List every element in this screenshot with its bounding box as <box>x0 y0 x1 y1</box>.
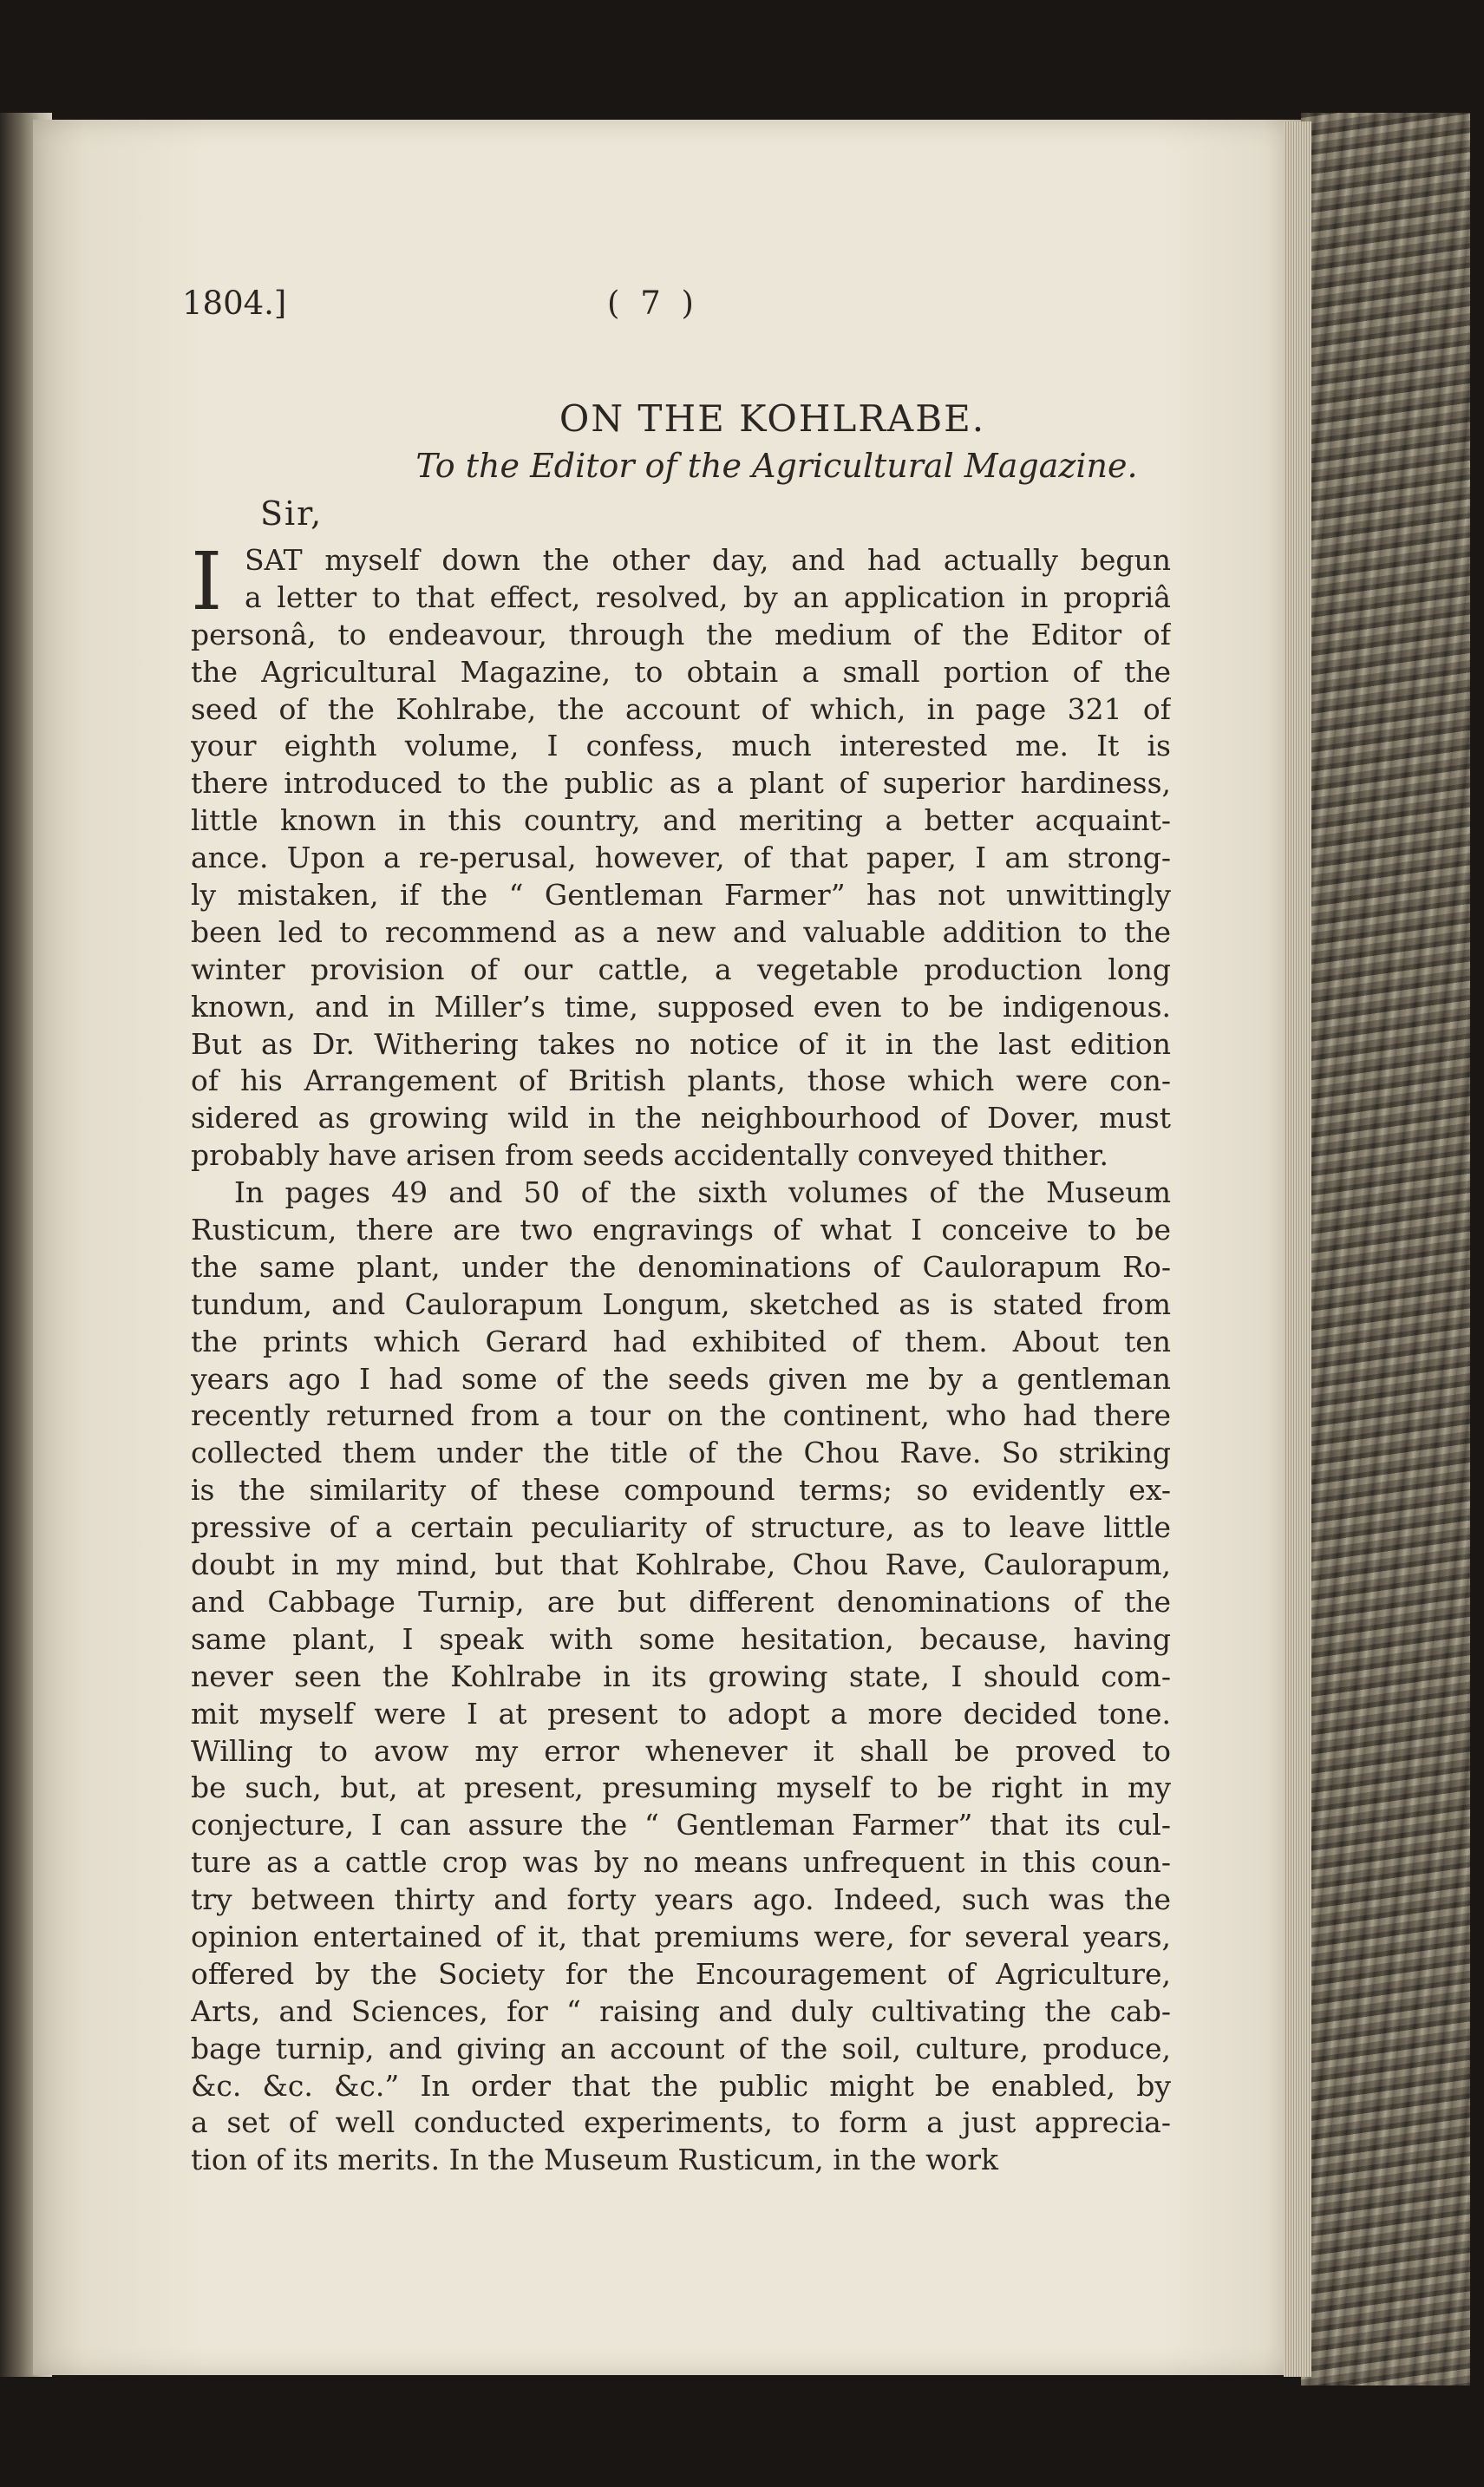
text-line: known, and in Miller’s time, supposed even to be indigenous. <box>191 989 1171 1024</box>
text-line: personâ, to endeavour, through the medium of the Editor of <box>191 617 1171 651</box>
text-line: tundum, and Caulorapum Longum, sketched as is stated from <box>191 1286 1171 1321</box>
text-line: years ago I had some of the seeds given me by a gentleman <box>191 1361 1171 1396</box>
text-line: recently returned from a tour on the continent, who had there <box>191 1398 1171 1433</box>
text-line: try between thirty and forty years ago. Indeed, such was the <box>191 1882 1171 1917</box>
text-line: In pages 49 and 50 of the sixth volumes of the Museum <box>234 1175 1171 1210</box>
text-line: &c. &c. &c.” In order that the public might be enabled, by <box>191 2068 1171 2103</box>
text-line: and Cabbage Turnip, are but different denominations of the <box>191 1584 1171 1619</box>
text-line: bage turnip, and giving an account of the soil, culture, produce, <box>191 2031 1171 2065</box>
text-line: ly mistaken, if the “ Gentleman Farmer” has not unwittingly <box>191 878 1171 913</box>
drop-cap: I <box>191 535 223 628</box>
text-line: seed of the Kohlrabe, the account of which, in page 321 of <box>191 691 1171 726</box>
text-line: pressive of a certain peculiarity of structure, as to leave little <box>191 1510 1171 1545</box>
text-line: But as Dr. Withering takes no notice of it in the last edition <box>191 1026 1171 1061</box>
text-line: of his Arrangement of British plants, those which were con- <box>191 1064 1171 1098</box>
text-line: offered by the Society for the Encouragement of Agriculture, <box>191 1956 1171 1991</box>
text-line: little known in this country, and meriting a better acquaint- <box>191 803 1171 838</box>
text-line: conjecture, I can assure the “ Gentleman Farmer” that its cul- <box>191 1808 1171 1842</box>
running-head <box>182 285 1188 328</box>
page-number: ( 7 ) <box>607 285 699 322</box>
text-line: winter provision of our cattle, a vegetable production long <box>191 952 1171 986</box>
text-line: Arts, and Sciences, for “ raising and duly cultivating the cab- <box>191 1993 1171 2028</box>
running-head-year: 1804.] <box>182 285 287 322</box>
text-line: the Agricultural Magazine, to obtain a small portion of the <box>191 654 1171 689</box>
text-line: mit myself were I at present to adopt a more decided tone. <box>191 1696 1171 1731</box>
text-line: sidered as growing wild in the neighbourhood of Dover, must <box>191 1101 1171 1136</box>
text-line: ance. Upon a re-perusal, however, of that paper, I am strong- <box>191 841 1171 875</box>
text-line: doubt in my mind, but that Kohlrabe, Chou Rave, Caulorapum, <box>191 1548 1171 1582</box>
text-line: never seen the Kohlrabe in its growing state, I should com- <box>191 1659 1171 1693</box>
text-line: Rusticum, there are two engravings of what I conceive to be <box>191 1213 1171 1247</box>
text-line: been led to recommend as a new and valuable addition to the <box>191 914 1171 949</box>
text-line: a letter to that effect, resolved, by an application in propriâ <box>245 579 1171 614</box>
text-line: same plant, I speak with some hesitation, because, having <box>191 1621 1171 1656</box>
text-line: is the similarity of these compound terms; so evidently ex- <box>191 1473 1171 1508</box>
text-line: your eighth volume, I confess, much interested me. It is <box>191 729 1171 763</box>
text-line: tion of its merits. In the Museum Rusticum, in the work <box>191 2143 998 2177</box>
article-title: ON THE KOHLRABE. <box>559 397 986 440</box>
text-line: there introduced to the public as a plant of superior hardiness, <box>191 766 1171 801</box>
text-line: the same plant, under the denominations of Caulorapum Ro- <box>191 1249 1171 1284</box>
article-subtitle: To the Editor of the Agricultural Magazine. <box>415 447 1138 485</box>
article-body <box>191 535 1171 2179</box>
text-line: a set of well conducted experiments, to form a just apprecia- <box>191 2105 1171 2140</box>
text-line: SAT myself down the other day, and had actually begun <box>245 543 1171 577</box>
text-line: Willing to avow my error whenever it shall be proved to <box>191 1733 1171 1768</box>
text-line: ture as a cattle crop was by no means unfrequent in this coun- <box>191 1845 1171 1880</box>
body-lines <box>191 535 1171 2179</box>
salutation: Sir, <box>260 494 324 533</box>
text-line: be such, but, at present, presuming myself to be right in my <box>191 1770 1171 1805</box>
text-line: collected them under the title of the Chou Rave. So striking <box>191 1436 1171 1470</box>
text-line: opinion entertained of it, that premiums were, for several years, <box>191 1919 1171 1954</box>
text-line: probably have arisen from seeds accidentally conveyed thither. <box>191 1138 1108 1173</box>
text-line: the prints which Gerard had exhibited of them. About ten <box>191 1324 1171 1358</box>
